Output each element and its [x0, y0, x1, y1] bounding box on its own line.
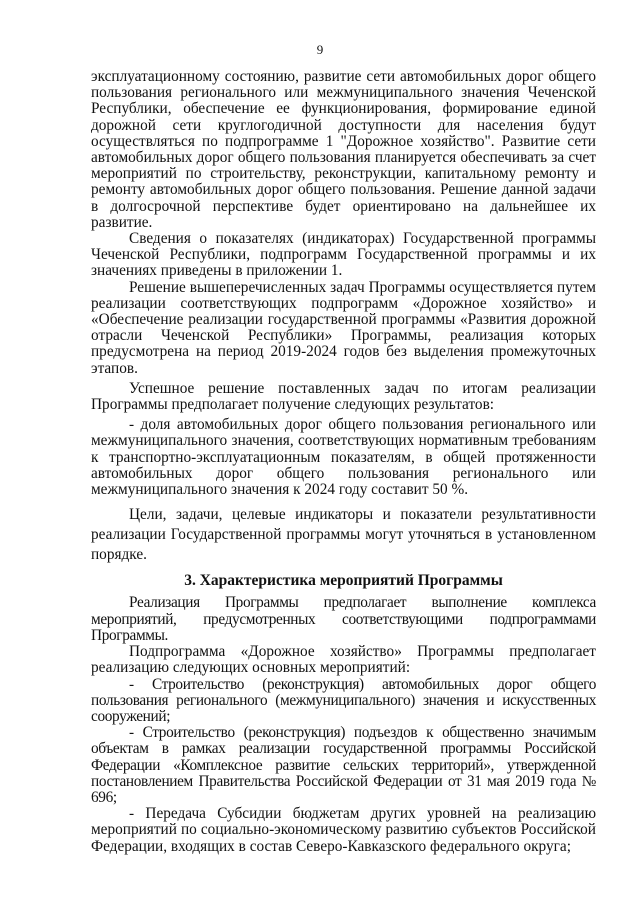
document-body — [91, 69, 596, 855]
paragraph-goals: Цели, задачи, целевые индикаторы и показатели результативности реализации Государственной программы могут уточняться в установленном порядке. — [91, 506, 596, 564]
section-list-item-approaches: - Строительство (реконструкция) подъездов к общественно значимым объектам в рамках реализации государственной программы Российской Федерации «Комплексное развитие сельских территорий», утвержденной постановлением Правительства Российской Федерации от 31 мая 2019 года № 696; — [91, 724, 596, 806]
page-number: 9 — [316, 42, 324, 57]
section-paragraph-subprogram: Подпрограмма «Дорожное хозяйство» Программы предполагает реализацию следующих основных мероприятий: — [91, 643, 596, 677]
section-heading: 3. Характеристика мероприятий Программы — [184, 572, 503, 590]
paragraph-continuation: эксплуатационному состоянию, развитие сети автомобильных дорог общего пользования регионального или межмуниципального значения Чеченской Республики, обеспечение ее функционирования, формирование единой дорожной сети круглогодичной доступности для населения будут осуществляться по подпрограмме 1 "Дорожное хозяйство". Развитие сети автомобильных дорог общего пользования планируется обеспечивать за счет мероприятий по строительству, реконструкции, капитальному ремонту и ремонту автомобильных дорог общего пользования. Решение данной задачи в долгосрочной перспективе будет ориентировано на дальнейшее их развитие. — [91, 68, 596, 231]
section-list-item-roads: - Строительство (реконструкция) автомобильных дорог общего пользования регионального (межмуниципального) значения и искусственных сооружений; — [91, 675, 596, 725]
paragraph-subprograms: Решение вышеперечисленных задач Программы осуществляется путем реализации соответствующих подпрограмм «Дорожное хозяйство» и «Обеспечение реализации государственной программы «Развития дорожной отрасли Чеченской Республики» Программы, реализация которых предусмотрена на период 2019-2024 годов без выделения промежуточных этапов. — [91, 278, 596, 377]
section-list-item-subsidy: - Передача Субсидии бюджетам других уровней на реализацию мероприятий по социально-экономическому развитию субъектов Российской Федерации, входящих в состав Северо-Кавказского федерального округа; — [91, 805, 596, 855]
paragraph-indicators: Сведения о показателях (индикаторах) Государственной программы Чеченской Республики, подпрограмм Государственной программы и их значениях приведены в приложении 1. — [91, 230, 596, 280]
paragraph-result-item: - доля автомобильных дорог общего пользования регионального или межмуниципального значения, соответствующих нормативным требованиям к транспортно-эксплуатационным показателям, в общей протяженности автомобильных дорог общего пользования регионального или межмуниципального значения к 2024 году составит 50 %. — [91, 416, 596, 499]
section-paragraph-implementation: Реализация Программы предполагает выполнение комплекса мероприятий, предусмотренных соответствующими подпрограммами Программы. — [91, 594, 596, 644]
paragraph-results-intro: Успешное решение поставленных задач по итогам реализации Программы предполагает получение следующих результатов: — [91, 379, 596, 414]
